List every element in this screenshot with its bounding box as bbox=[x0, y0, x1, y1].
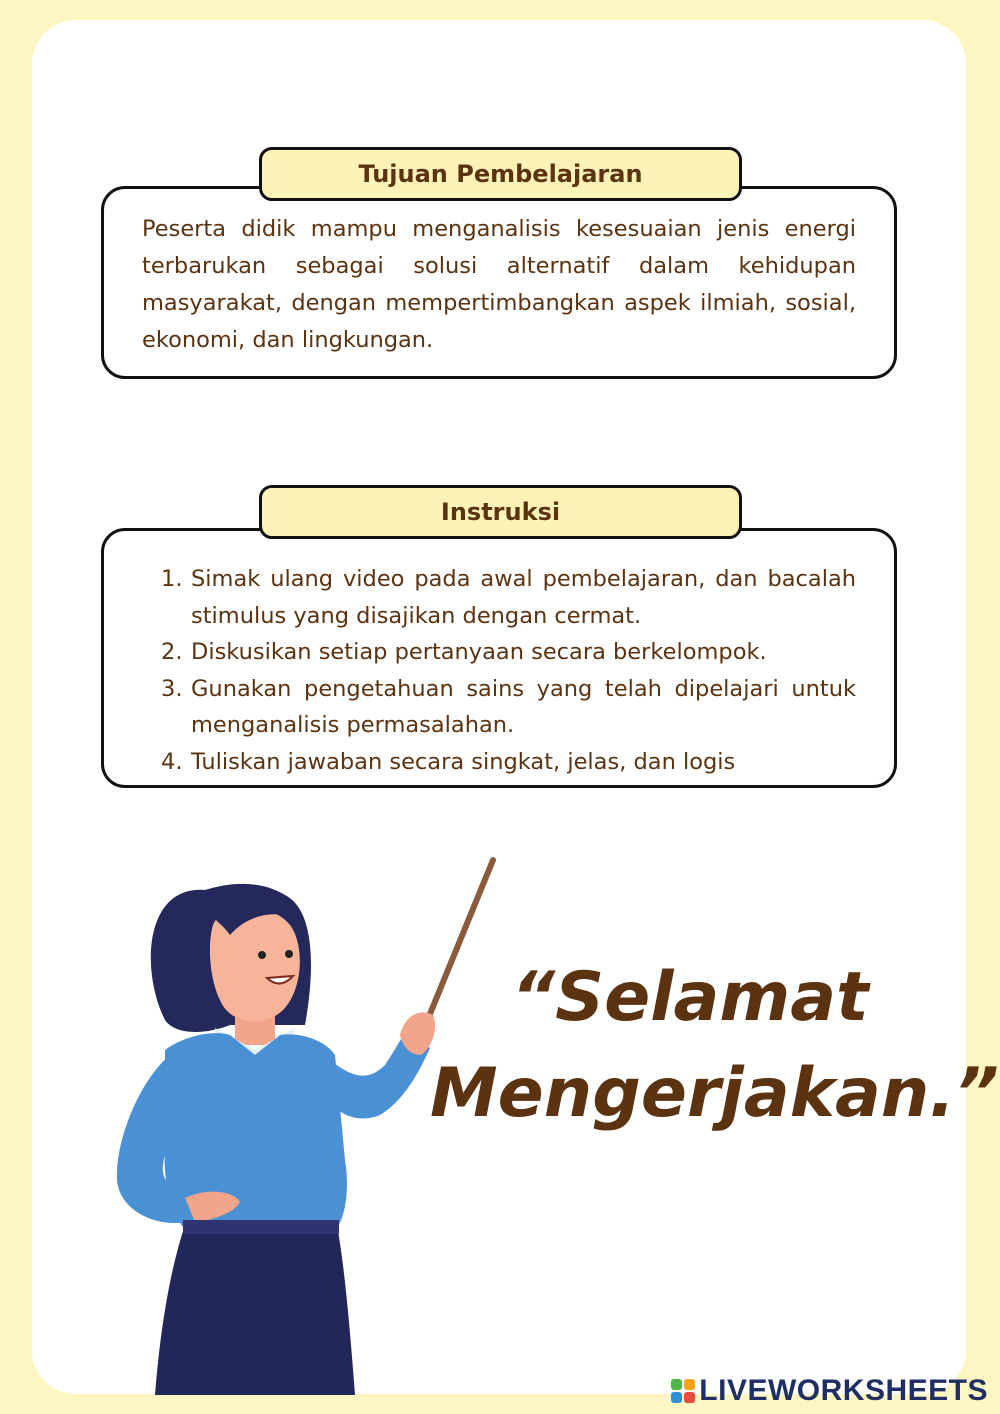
instruction-item bbox=[161, 634, 856, 671]
instructions-title: Instruksi bbox=[259, 485, 742, 539]
instruction-text: Simak ulang video pada awal pembelajaran, dan bacalah stimulus yang disajikan dengan cermat. bbox=[191, 566, 856, 629]
skirt bbox=[155, 1225, 355, 1395]
objective-title: Tujuan Pembelajaran bbox=[259, 147, 742, 201]
eye bbox=[285, 950, 293, 958]
instructions-box bbox=[101, 528, 897, 788]
motivational-quote bbox=[430, 950, 999, 1142]
quote-line: Mengerjakan.” bbox=[430, 1054, 999, 1133]
instruction-number: 2. bbox=[161, 639, 183, 665]
waistband bbox=[183, 1220, 339, 1234]
instruction-item bbox=[161, 561, 856, 634]
brand-name: LIVEWORKSHEETS bbox=[699, 1374, 988, 1407]
quote-line: “Selamat bbox=[511, 958, 869, 1037]
liveworksheets-logo-icon bbox=[671, 1379, 695, 1403]
instruction-text: Tuliskan jawaban secara singkat, jelas, dan logis bbox=[191, 748, 736, 775]
instruction-text: Diskusikan setiap pertanyaan secara berkelompok. bbox=[191, 639, 767, 665]
instruction-number: 1. bbox=[161, 566, 183, 592]
instruction-number: 3. bbox=[161, 675, 183, 702]
instruction-text: Gunakan pengetahuan sains yang telah dipelajari untuk menganalisis permasalahan. bbox=[191, 675, 856, 738]
instruction-item bbox=[161, 671, 856, 744]
objective-box bbox=[101, 186, 897, 379]
instruction-number: 4. bbox=[161, 748, 183, 775]
objective-text: Peserta didik mampu menganalisis kesesuaian jenis energi terbarukan sebagai solusi alternatif dalam kehidupan masyarakat, dengan mempertimbangkan aspek ilmiah, sosial, ekonomi, dan lingkungan. bbox=[142, 216, 856, 353]
instruction-list bbox=[161, 561, 856, 780]
instruction-item bbox=[161, 744, 856, 781]
brand-watermark bbox=[671, 1374, 988, 1408]
eye bbox=[258, 951, 266, 959]
